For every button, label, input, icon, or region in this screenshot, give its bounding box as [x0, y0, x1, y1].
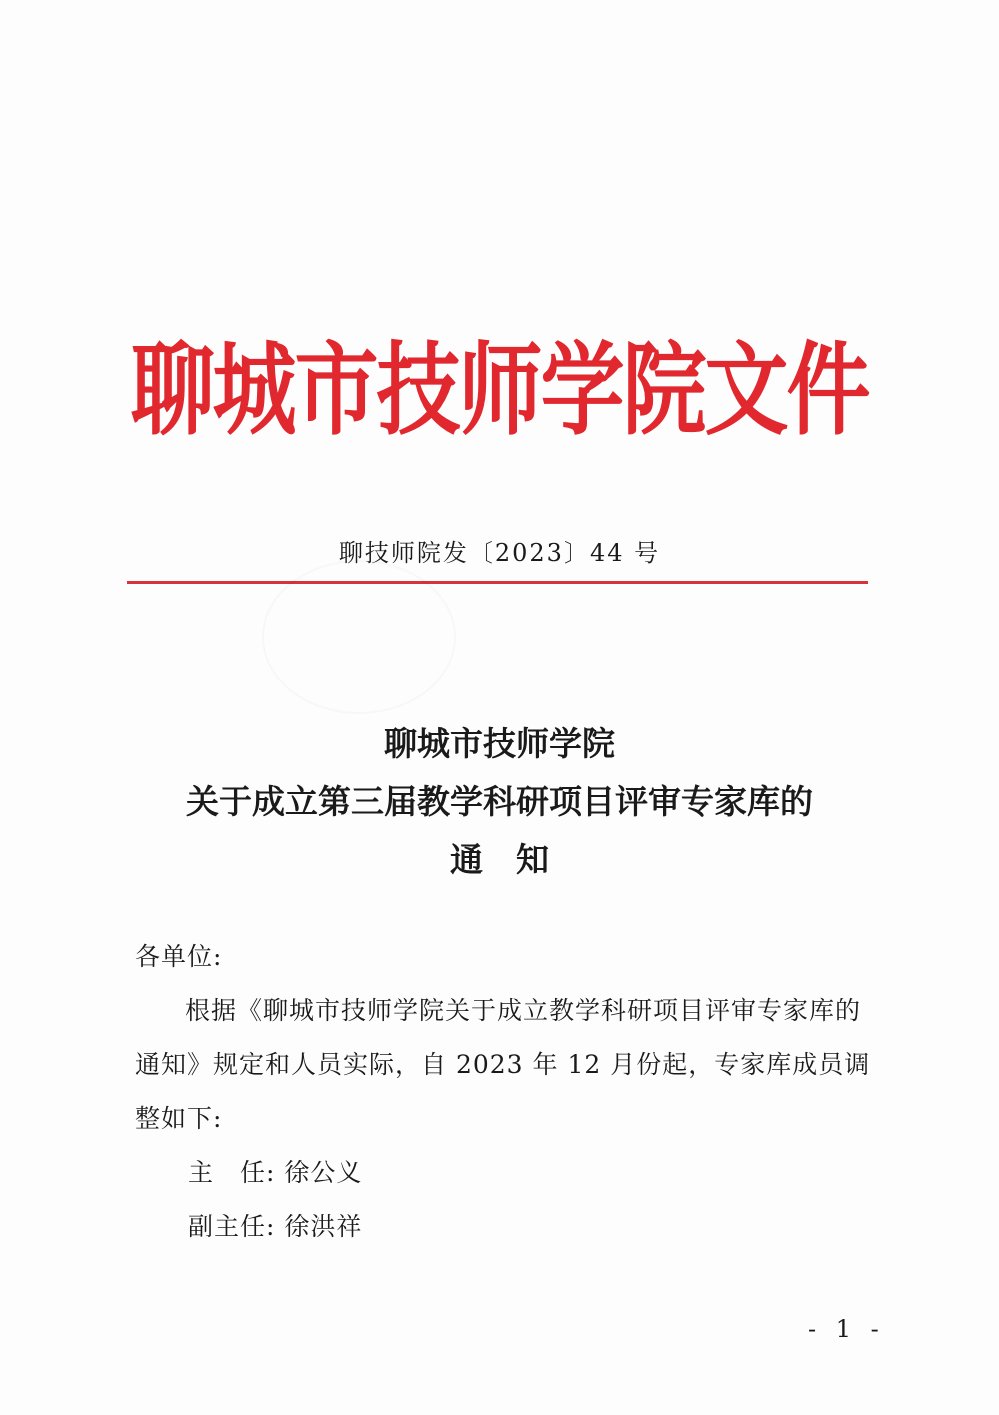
staff-role-label: 副主任: [188, 1212, 276, 1241]
title-line-3: 通 知 [450, 840, 549, 879]
staff-role-label: 主 任: [188, 1158, 276, 1187]
title-line-1: 聊城市技师学院 [384, 724, 615, 763]
bleed-through-row [150, 188, 830, 212]
staff-name: 徐洪祥 [284, 1212, 363, 1241]
red-divider-line [127, 581, 868, 584]
document-title [0, 715, 999, 889]
staff-entry-deputy-director [135, 1200, 875, 1254]
title-line-2: 关于成立第三届教学科研项目评审专家库的 [186, 782, 813, 821]
page-number: - 1 - [808, 1315, 885, 1343]
document-number: 聊技师院发〔2023〕44 号 [338, 539, 661, 567]
faint-seal-stamp [262, 560, 456, 714]
document-masthead: 聊城市技师学院文件 [130, 331, 869, 449]
staff-entry-director [135, 1146, 875, 1200]
bleed-through-row [150, 292, 830, 316]
staff-name: 徐公义 [284, 1158, 363, 1187]
salutation: 各单位: [135, 942, 223, 971]
body-paragraph: 根据《聊城市技师学院关于成立教学科研项目评审专家库的通知》规定和人员实际，自 2023 年 12 月份起，专家库成员调整如下: [135, 996, 871, 1133]
document-body [135, 930, 875, 1254]
bleed-through-row [150, 240, 830, 264]
